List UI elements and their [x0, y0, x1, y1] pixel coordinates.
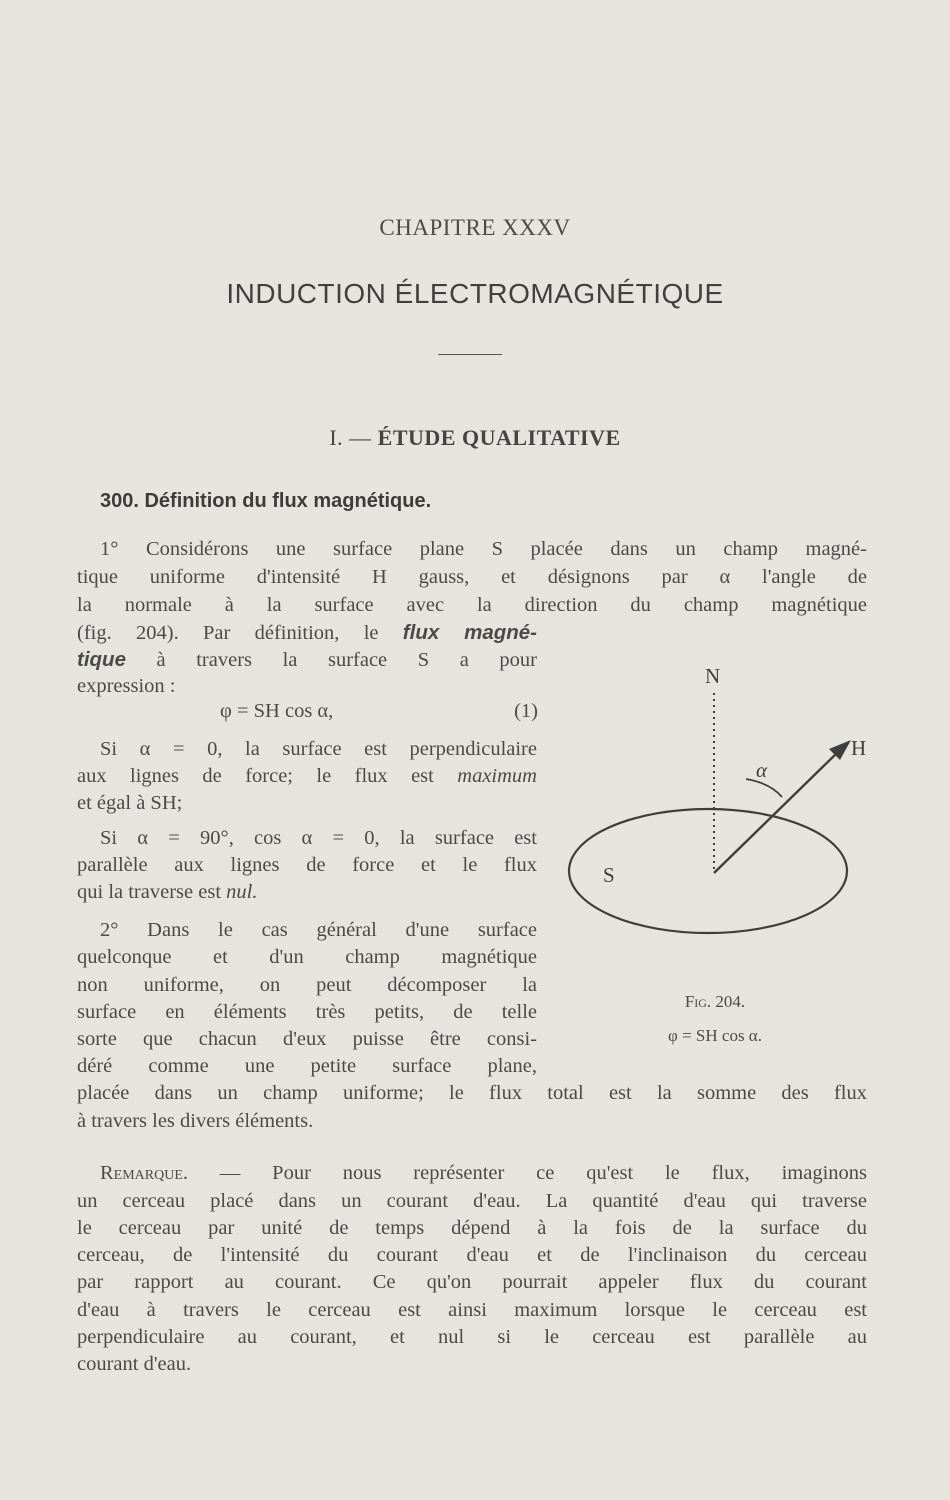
- emphasis: tique: [77, 648, 126, 671]
- equation: [220, 700, 538, 723]
- emphasis: maximum: [457, 765, 537, 787]
- section-heading: [0, 425, 950, 451]
- text-line: et égal à SH;: [77, 792, 183, 814]
- remark-label: Remarque.: [100, 1162, 189, 1184]
- text-line: la normale à la surface avec la direction du champ magnétique: [77, 594, 867, 616]
- chapter-title: INDUCTION ÉLECTROMAGNÉTIQUE: [226, 278, 724, 309]
- title-divider: [438, 354, 502, 355]
- label-alpha: α: [756, 758, 768, 782]
- figure-204-diagram: [560, 655, 880, 965]
- chapter-number: CHAPITRE XXXV: [379, 215, 571, 240]
- subheading: 300. Définition du flux magnétique.: [100, 490, 432, 512]
- text-line: [77, 879, 537, 906]
- text-line: Si α = 0, la surface est perpendiculaire: [100, 738, 537, 760]
- text-line: non uniforme, on peut décomposer la: [77, 974, 537, 996]
- text-line: tique uniforme d'intensité H gauss, et désignons par α l'angle de: [77, 566, 867, 588]
- text-span: aux lignes de force; le flux est: [77, 765, 458, 787]
- text-span: — Pour nous représenter ce qu'est le flux, imaginons: [188, 1162, 867, 1184]
- text-line: 1° Considérons une surface plane S placée dans un champ magné-: [100, 538, 867, 560]
- emphasis: nul.: [226, 881, 258, 903]
- text-span: qui la traverse est: [77, 881, 227, 903]
- text-line: 2° Dans le cas général d'une surface: [100, 919, 537, 941]
- figure-formula: φ = SH cos α.: [668, 1026, 762, 1045]
- label-h: H: [851, 736, 867, 760]
- text-line: par rapport au courant. Ce qu'on pourrait appeler flux du courant: [77, 1271, 867, 1293]
- field-vector: [714, 751, 839, 873]
- text-line: expression :: [77, 675, 176, 697]
- figure-caption: Fig. 204.: [684, 992, 746, 1011]
- text-line: un cerceau placé dans un courant d'eau. La quantité d'eau qui traverse: [77, 1190, 867, 1212]
- text-line: Si α = 90°, cos α = 0, la surface est: [100, 827, 537, 849]
- equation-expression: φ = SH cos α,: [220, 700, 334, 722]
- section-number: I. —: [329, 425, 372, 450]
- text-line: [77, 763, 537, 790]
- text-line: [77, 646, 537, 674]
- text-line: placée dans un champ uniforme; le flux total est la somme des flux: [77, 1082, 867, 1104]
- text-line: [77, 619, 537, 647]
- text-line: sorte que chacun d'eux puisse être consi-: [77, 1028, 537, 1050]
- equation-number: (1): [514, 700, 538, 722]
- text-span: (fig. 204). Par définition, le: [77, 622, 403, 644]
- section-name: ÉTUDE QUALITATIVE: [377, 425, 621, 450]
- label-n: N: [705, 664, 721, 688]
- text-line: cerceau, de l'intensité du courant d'eau et de l'inclinaison du cerceau: [77, 1244, 867, 1266]
- text-line: courant d'eau.: [77, 1353, 192, 1375]
- text-line: déré comme une petite surface plane,: [77, 1055, 537, 1077]
- label-s: S: [603, 863, 615, 887]
- emphasis: flux magné-: [402, 621, 537, 644]
- text-line: quelconque et d'un champ magnétique: [77, 946, 537, 968]
- text-line: à travers les divers éléments.: [77, 1110, 314, 1132]
- text-line: le cerceau par unité de temps dépend à la fois de la surface du: [77, 1217, 867, 1239]
- text-line: d'eau à travers le cerceau est ainsi maximum lorsque le cerceau est: [77, 1299, 867, 1321]
- text-line: perpendiculaire au courant, et nul si le cerceau est parallèle au: [77, 1326, 867, 1348]
- text-line: parallèle aux lignes de force et le flux: [77, 854, 537, 876]
- text-line: [100, 1160, 867, 1187]
- text-line: surface en éléments très petits, de telle: [77, 1001, 537, 1023]
- text-span: à travers la surface S a pour: [125, 649, 537, 671]
